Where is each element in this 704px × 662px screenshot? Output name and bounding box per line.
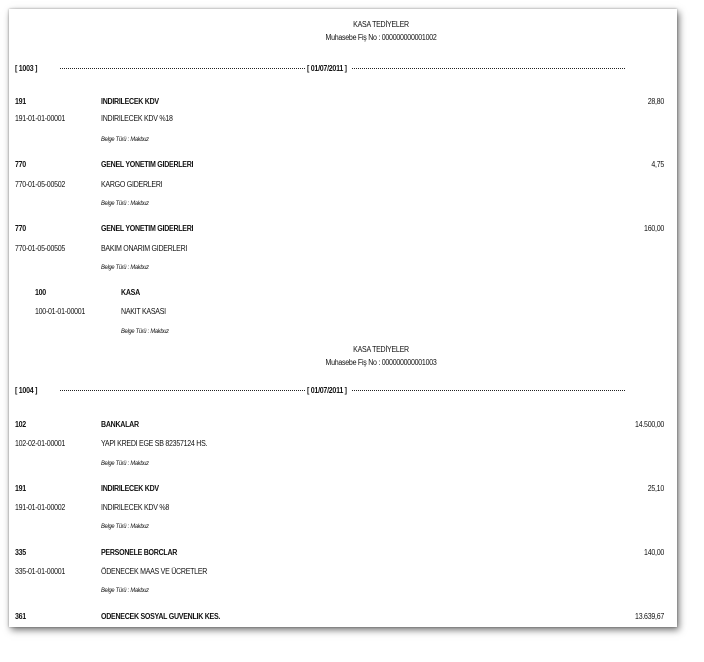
credit-sub-account-name: NAKIT KASASI	[121, 307, 166, 316]
voucher-id: [ 1004 ]	[15, 386, 38, 395]
sub-account-code: 335-01-01-00001	[15, 567, 66, 576]
amount: 28,80	[647, 97, 664, 106]
account-code: 770	[15, 224, 26, 233]
document-type: Belge Türü : Makbuz	[101, 523, 149, 530]
document-type: Belge Türü : Makbuz	[101, 460, 149, 467]
amount: 25,10	[647, 484, 664, 493]
account-code: 191	[15, 484, 26, 493]
document-type: Belge Türü : Makbuz	[101, 264, 149, 271]
sub-account-code: 102-02-01-00001	[15, 439, 66, 448]
account-name: INDIRILECEK KDV	[101, 97, 159, 106]
sub-account-code: 191-01-01-00001	[15, 114, 66, 123]
account-code: 335	[15, 548, 26, 557]
voucher-id: [ 1003 ]	[15, 64, 38, 73]
sub-account-name: KARGO GIDERLERI	[101, 180, 163, 189]
dotted-leader	[60, 68, 305, 69]
sub-account-name: INDIRILECEK KDV %8	[101, 503, 170, 512]
amount: 4,75	[651, 160, 664, 169]
sub-account-name: INDIRILECEK KDV %18	[101, 114, 173, 123]
voucher-title: KASA TEDİYELER	[353, 345, 409, 354]
amount: 13.639,67	[635, 612, 664, 621]
sub-account-name: YAPI KREDI EGE SB 82357124 HS.	[101, 439, 208, 448]
account-code: 361	[15, 612, 26, 621]
voucher-title: KASA TEDİYELER	[353, 20, 409, 29]
dotted-leader	[60, 390, 305, 391]
amount: 140,00	[644, 548, 664, 557]
voucher-date: [ 01/07/2011 ]	[307, 64, 347, 73]
sub-account-code: 770-01-05-00505	[15, 244, 66, 253]
credit-sub-account-code: 100-01-01-00001	[35, 307, 86, 316]
account-name: INDIRILECEK KDV	[101, 484, 159, 493]
report-page	[9, 9, 677, 627]
credit-account-code: 100	[35, 288, 46, 297]
account-code: 770	[15, 160, 26, 169]
sub-account-code: 191-01-01-00002	[15, 503, 66, 512]
voucher-number-line: Muhasebe Fiş No : 000000000001003	[325, 358, 437, 367]
account-name: PERSONELE BORCLAR	[101, 548, 178, 557]
dotted-leader	[352, 68, 625, 69]
dotted-leader	[352, 390, 625, 391]
document-type: Belge Türü : Makbuz	[121, 328, 169, 335]
account-name: ODENECEK SOSYAL GUVENLIK KES.	[101, 612, 221, 621]
document-type: Belge Türü : Makbuz	[101, 136, 149, 143]
sub-account-name: ÖDENECEK MAAS VE ÜCRETLER	[101, 567, 208, 576]
account-name: GENEL YONETIM GIDERLERI	[101, 160, 194, 169]
sub-account-code: 770-01-05-00502	[15, 180, 66, 189]
account-code: 191	[15, 97, 26, 106]
document-type: Belge Türü : Makbuz	[101, 200, 149, 207]
voucher-number-line: Muhasebe Fiş No : 000000000001002	[325, 33, 437, 42]
account-name: GENEL YONETIM GIDERLERI	[101, 224, 194, 233]
amount: 14.500,00	[635, 420, 664, 429]
credit-account-name: KASA	[121, 288, 140, 297]
account-name: BANKALAR	[101, 420, 139, 429]
document-type: Belge Türü : Makbuz	[101, 587, 149, 594]
account-code: 102	[15, 420, 26, 429]
amount: 160,00	[644, 224, 664, 233]
voucher-date: [ 01/07/2011 ]	[307, 386, 347, 395]
sub-account-name: BAKIM ONARIM GIDERLERI	[101, 244, 188, 253]
